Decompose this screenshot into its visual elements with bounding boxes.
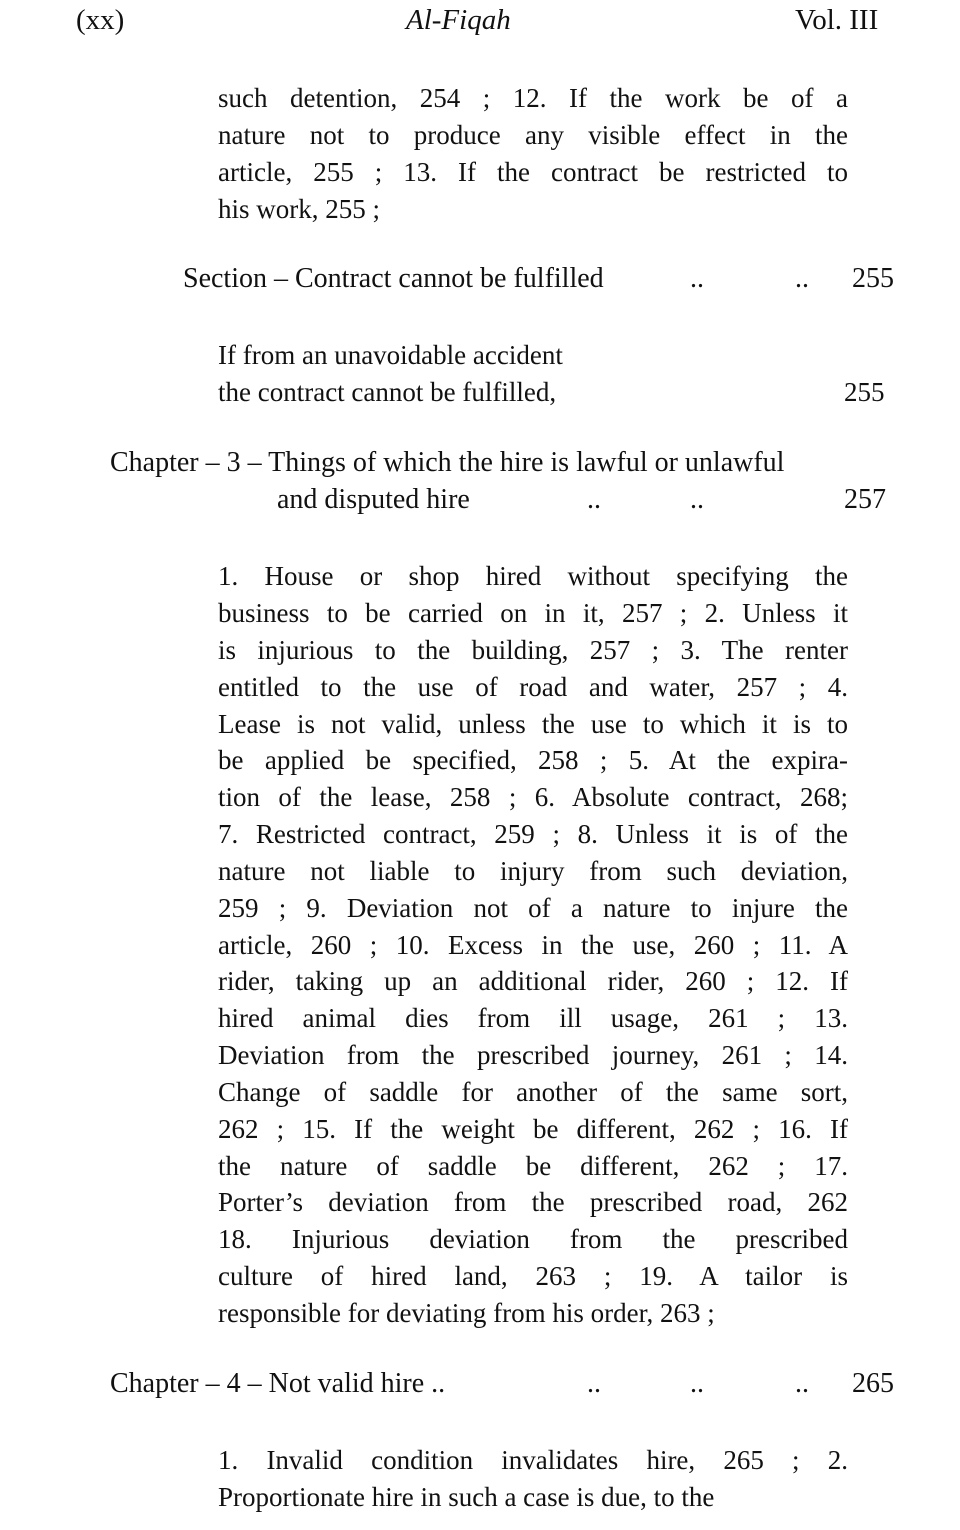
text-line: nature not to produce any visible effect in the: [218, 120, 848, 150]
text-line: the nature of saddle be different, 262 ; 17.: [218, 1151, 848, 1181]
text-line: article, 255 ; 13. If the contract be restricted to: [218, 157, 848, 187]
text-line: his work, 255 ;: [218, 194, 380, 224]
text-line: culture of hired land, 263 ; 19. A tailor is: [218, 1261, 848, 1291]
text-line: the contract cannot be fulfilled,: [218, 377, 557, 407]
leader-dots: ..: [795, 263, 809, 294]
leader-dots: ..: [690, 484, 704, 515]
leader-dots: ..: [587, 1368, 601, 1399]
text-line: 1. Invalid condition invalidates hire, 265 ; 2.: [218, 1445, 848, 1475]
text-line: entitled to the use of road and water, 257 ; 4.: [218, 672, 848, 702]
text-line: If from an unavoidable accident: [218, 340, 563, 370]
text-line: hired animal dies from ill usage, 261 ; 13.: [218, 1003, 848, 1033]
leader-dots: ..: [690, 263, 704, 294]
text-line: Deviation from the prescribed journey, 261 ; 14.: [218, 1040, 848, 1070]
text-line: tion of the lease, 258 ; 6. Absolute contract, 268;: [218, 782, 848, 812]
chapter-page-number: 265: [852, 1368, 894, 1399]
chapter-title: Chapter – 4 – Not valid hire ..: [110, 1368, 446, 1399]
text-line: Porter’s deviation from the prescribed road, 262: [218, 1187, 848, 1217]
text-line: responsible for deviating from his order, 263 ;: [218, 1298, 715, 1328]
text-line: rider, taking up an additional rider, 260 ; 12. If: [218, 966, 848, 996]
running-title: Al-Fiqah: [406, 4, 511, 36]
text-line: is injurious to the building, 257 ; 3. The renter: [218, 635, 848, 665]
text-line: 7. Restricted contract, 259 ; 8. Unless it is of the: [218, 819, 848, 849]
text-line: 1. House or shop hired without specifying the: [218, 561, 848, 591]
text-line: such detention, 254 ; 12. If the work be of a: [218, 83, 848, 113]
section-title: Section – Contract cannot be fulfilled: [183, 263, 604, 294]
leader-dots: ..: [690, 1368, 704, 1399]
text-line: Lease is not valid, unless the use to which it is to: [218, 709, 848, 739]
section-page-number: 255: [852, 263, 894, 294]
text-line: 259 ; 9. Deviation not of a nature to injure the: [218, 893, 848, 923]
text-line: 262 ; 15. If the weight be different, 262 ; 16. If: [218, 1114, 848, 1144]
text-line: 18. Injurious deviation from the prescribed: [218, 1224, 848, 1254]
volume-label: Vol. III: [795, 4, 879, 36]
entry-page-number: 255: [844, 377, 885, 407]
leader-dots: ..: [795, 1368, 809, 1399]
leader-dots: ..: [587, 484, 601, 515]
text-line: article, 260 ; 10. Excess in the use, 260 ; 11. A: [218, 930, 848, 960]
chapter-page-number: 257: [844, 484, 886, 515]
text-line: nature not liable to injury from such deviation,: [218, 856, 848, 886]
text-line: Proportionate hire in such a case is due, to the: [218, 1482, 715, 1512]
text-line: be applied be specified, 258 ; 5. At the expira-: [218, 745, 848, 775]
text-line: Change of saddle for another of the same sort,: [218, 1077, 848, 1107]
page-number-roman: (xx): [76, 4, 125, 36]
chapter-title-continued: and disputed hire: [277, 484, 470, 515]
chapter-title: Chapter – 3 – Things of which the hire is lawful or unlawful: [110, 447, 785, 478]
text-line: business to be carried on in it, 257 ; 2. Unless it: [218, 598, 848, 628]
